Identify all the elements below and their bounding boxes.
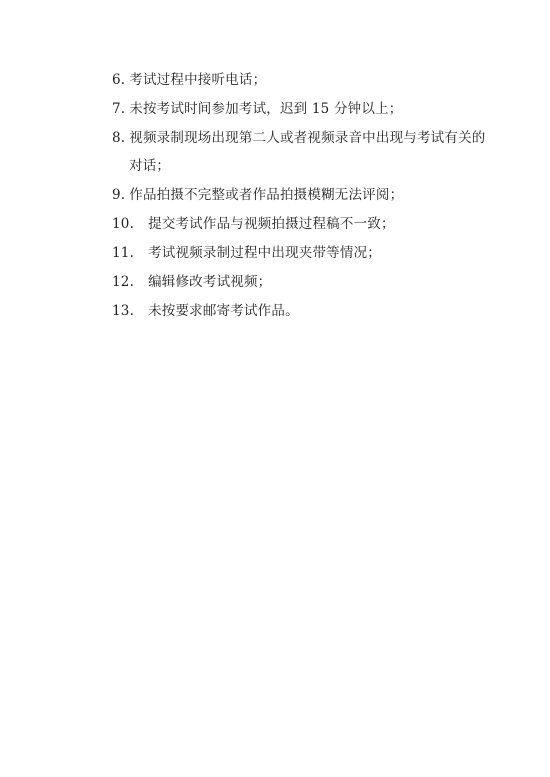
item-number: 8.	[112, 130, 126, 146]
item-text: 提交考试作品与视频拍摄过程稿不一致；	[148, 216, 395, 232]
list-item	[112, 71, 266, 89]
item-text: 未按要求邮寄考试作品。	[148, 303, 299, 319]
item-text: 考试过程中接听电话；	[129, 72, 267, 88]
list-item-continuation	[129, 157, 170, 175]
list-item	[112, 129, 485, 147]
list-item	[112, 100, 402, 118]
list-item	[112, 244, 381, 262]
list-item	[112, 273, 271, 291]
item-text-continuation: 对话；	[129, 158, 171, 174]
item-number: 7.	[112, 101, 126, 117]
list-item	[112, 186, 403, 204]
item-text: 考试视频录制过程中出现夹带等情况；	[148, 245, 381, 261]
item-text: 作品拍摄不完整或者作品拍摄模糊无法评阅；	[129, 187, 404, 203]
list-item	[112, 215, 395, 233]
list-item	[112, 302, 299, 320]
item-text: 视频录制现场出现第二人或者视频录音中出现与考试有关的	[129, 130, 486, 146]
item-text: 编辑修改考试视频；	[148, 274, 272, 290]
item-number: 13.	[112, 303, 135, 319]
item-number: 6.	[112, 72, 126, 88]
item-number: 9.	[112, 187, 126, 203]
item-number: 11.	[112, 245, 135, 261]
item-number: 10.	[112, 216, 135, 232]
item-number: 12.	[112, 274, 135, 290]
item-text: 未按考试时间参加考试，迟到 15 分钟以上；	[129, 101, 403, 117]
